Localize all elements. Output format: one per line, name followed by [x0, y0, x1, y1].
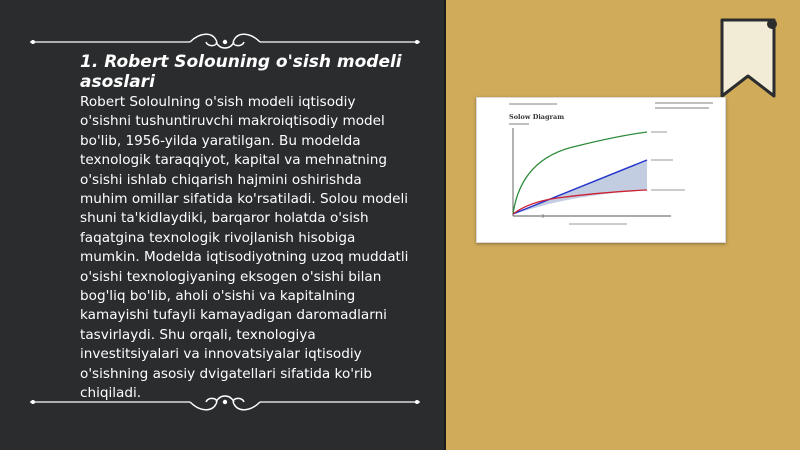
- solow-diagram-figure: [476, 97, 726, 243]
- solow-diagram-chart: [477, 98, 725, 242]
- slide-title: 1. Robert Solouning o'sish modeli asoslari: [80, 52, 402, 92]
- bookmark-ribbon-icon: [718, 18, 778, 98]
- bottom-ornament-icon: [30, 390, 420, 414]
- chart-heading: Solow Diagram: [509, 113, 565, 121]
- top-ornament-icon: [30, 30, 420, 54]
- slide-body-text: Robert Soloulning o'sish modeli iqtisodiy o'sishni tushuntiruvchi makroiqtisodiy model bo'lib, 1956-yilda yaratilgan. Bu modelda texnologik taraqqiyot, kapital va mehnatning o'sishi ishlab chiqarish hajmini oshirishda muhim omillar sifatida ko'rsatiladi. Solou modeli shuni ta'kidlaydiki, barqaror holatda o'sish faqatgina texnologik rivojlanish hisobiga mumkin. Modelda iqtisodiyotning uzoq muddatli o'sishi texnologiyaning eksogen o'sishi bilan bog'liq bo'lib, aholi o'sishi va kapitalning kamayishi tufayli kamayadigan daromadlarni tasvirlaydi. Shu orqali, texnologiya investitsiyalari va innovatsiyalar iqtisodiy o'sishning asosiy dvigatellari sifatida ko'rib chiqiladi.: [80, 94, 409, 402]
- panel-divider: [444, 0, 446, 450]
